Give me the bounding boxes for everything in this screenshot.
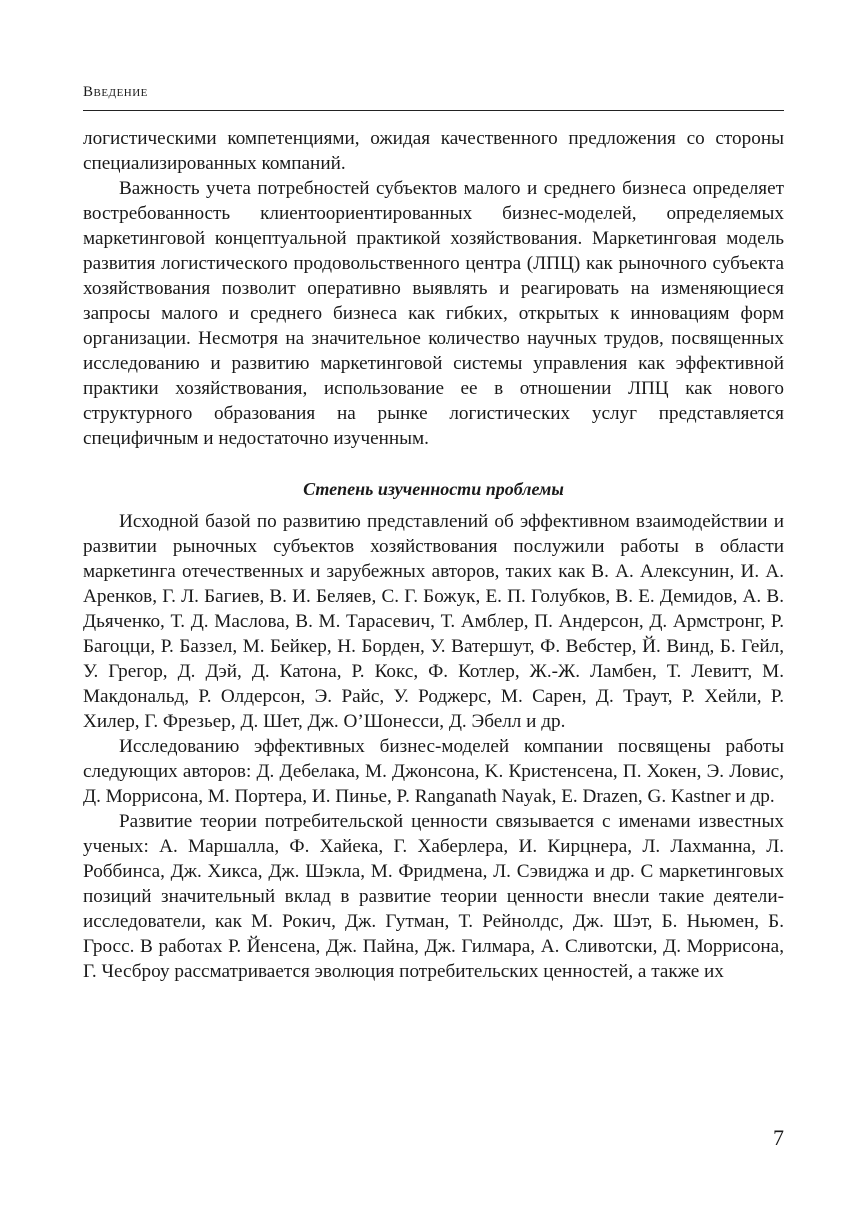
header-rule <box>83 110 784 111</box>
running-head: Введение <box>83 84 148 100</box>
paragraph-continued: логистическими компетенциями, ожидая качественного предложения со стороны специализированных компаний. <box>83 128 784 174</box>
paragraph: Исходной базой по развитию представлений об эффективном взаимодействии и развитии рыночных субъектов хозяйствования послужили работы в области маркетинга отечественных и зарубежных авторов, таких как В. А. Алексунин, И. А. Аренков, Г. Л. Багиев, В. И. Беляев, С. Г. Божук, Е. П. Голубков, В. Е. Демидов, А. В. Дьяченко, Т. Д. Маслова, В. М. Тарасевич, Т. Амблер, П. Андерсон, Д. Армстронг, Р. Багоцци, Р. Баззел, М. Бейкер, Н. Борден, У. Ватершут, Ф. Вебстер, Й. Винд, Б. Гейл, У. Грегор, Д. Дэй, Д. Катона, Р. Кокс, Ф. Котлер, Ж.-Ж. Ламбен, Т. Левитт, М. Макдональд, Р. Олдерсон, Э. Райс, У. Роджерс, М. Сарен, Д. Траут, Р. Хейли, Р. Хилер, Г. Фрезьер, Д. Шет, Дж. О’Шонесси, Д. Эбелл и др. <box>83 511 784 732</box>
section-heading: Степень изученности проблемы <box>303 479 564 499</box>
body-text <box>83 126 784 984</box>
paragraph: Исследованию эффективных бизнес-моделей компании посвящены работы следующих авторов: Д. Дебелака, М. Джонсона, K. Кристенсена, П. Хокен, Э. Ловис, Д. Моррисона, М. Портера, И. Пинье, P. Ranganath Nayak, E. Drazen, G. Kastner и др. <box>83 736 784 807</box>
page-number: 7 <box>773 1125 784 1150</box>
paragraph: Важность учета потребностей субъектов малого и среднего бизнеса определяет востребованность клиентоориентированных бизнес-моделей, определяемых маркетинговой концептуальной практикой хозяйствования. Маркетинговая модель развития логистического продовольственного центра (ЛПЦ) как рыночного субъекта хозяйствования позволит оперативно выявлять и реагировать на изменяющиеся запросы малого и среднего бизнеса как гибких, открытых к инновациям форм организации. Несмотря на значительное количество научных трудов, посвященных исследованию и развитию маркетинговой системы управления как эффективной практики хозяйствования, использование ее в отношении ЛПЦ как нового структурного образования на рынке логистических услуг представляется специфичным и недостаточно изученным. <box>83 178 784 449</box>
paragraph: Развитие теории потребительской ценности связывается с именами известных ученых: А. Маршалла, Ф. Хайека, Г. Хаберлера, И. Кирцнера, Л. Лахманна, Л. Роббинса, Дж. Хикса, Дж. Шэкла, М. Фридмена, Л. Сэвиджа и др. С маркетинговых позиций значительный вклад в развитие теории ценности внесли такие деятели-исследователи, как М. Рокич, Дж. Гутман, Т. Рейнолдс, Дж. Шэт, Б. Ньюмен, Б. Гросс. В работах Р. Йенсена, Дж. Пайна, Дж. Гилмара, А. Сливотски, Д. Моррисона, Г. Чесброу рассматривается эволюция потребительских ценностей, а также их <box>83 811 784 982</box>
